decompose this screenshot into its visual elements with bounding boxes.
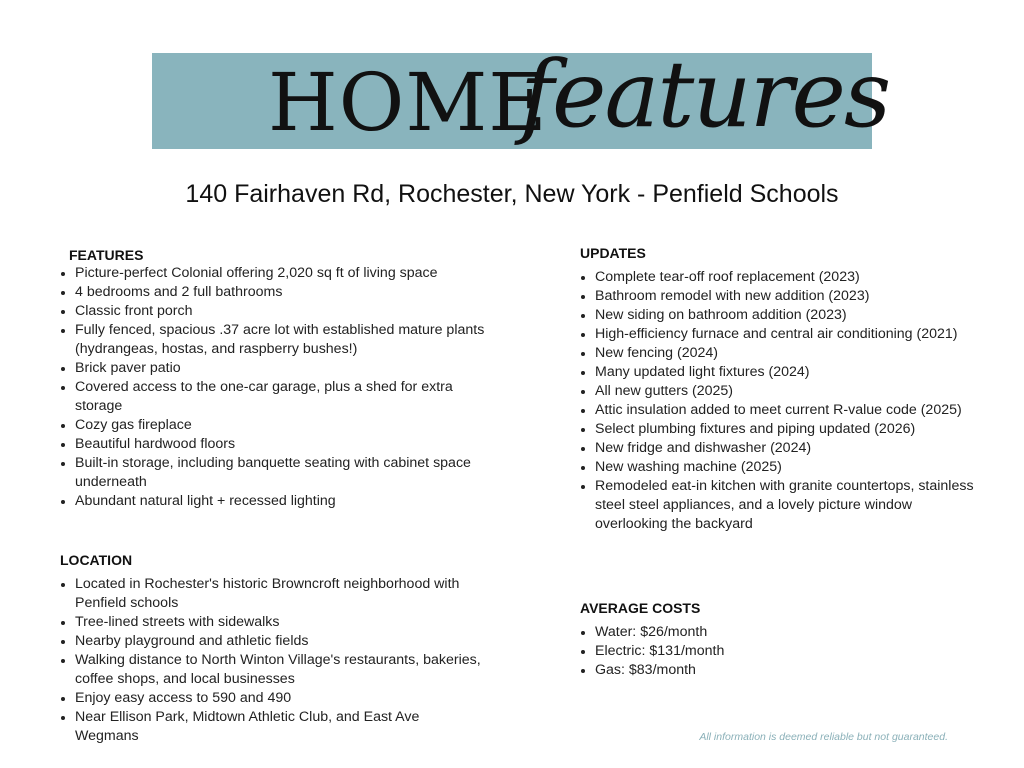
property-address: 140 Fairhaven Rd, Rochester, New York - Penfield Schools — [185, 180, 839, 208]
updates-list — [575, 268, 980, 534]
list-item: Cozy gas fireplace — [75, 416, 485, 435]
list-item: Near Ellison Park, Midtown Athletic Club, and East Ave Wegmans — [75, 708, 485, 746]
list-item: Classic front porch — [75, 302, 485, 321]
disclaimer: All information is deemed reliable but not guaranteed. — [699, 731, 948, 743]
list-item: Beautiful hardwood floors — [75, 435, 485, 454]
list-item: Picture-perfect Colonial offering 2,020 sq ft of living space — [75, 264, 485, 283]
list-item: Attic insulation added to meet current R-value code (2025) — [595, 401, 980, 420]
list-item: New fencing (2024) — [595, 344, 980, 363]
list-item: Gas: $83/month — [595, 661, 980, 680]
list-item: Located in Rochester's historic Browncroft neighborhood with Penfield schools — [75, 575, 485, 613]
features-list — [55, 264, 485, 511]
list-item: Select plumbing fixtures and piping updated (2026) — [595, 420, 980, 439]
list-item: Many updated light fixtures (2024) — [595, 363, 980, 382]
list-item: Abundant natural light + recessed lighting — [75, 492, 485, 511]
banner-title-home: HOME — [268, 56, 548, 149]
list-item: All new gutters (2025) — [595, 382, 980, 401]
list-item: Enjoy easy access to 590 and 490 — [75, 689, 485, 708]
list-item: New washing machine (2025) — [595, 458, 980, 477]
average-costs-list — [575, 623, 980, 680]
list-item: High-efficiency furnace and central air conditioning (2021) — [595, 325, 980, 344]
list-item: Tree-lined streets with sidewalks — [75, 613, 485, 632]
list-item: 4 bedrooms and 2 full bathrooms — [75, 283, 485, 302]
list-item: Fully fenced, spacious .37 acre lot with established mature plants (hydrangeas, hostas, and raspberry bushes!) — [75, 322, 485, 357]
list-item: Walking distance to North Winton Village's restaurants, bakeries, coffee shops, and local businesses — [75, 651, 485, 689]
list-item: Complete tear-off roof replacement (2023) — [595, 268, 980, 287]
list-item: Remodeled eat-in kitchen with granite countertops, stainless steel steel appliances, and a lovely picture window overlooking the backyard — [595, 477, 980, 534]
location-list — [55, 575, 485, 746]
list-item: Water: $26/month — [595, 623, 980, 642]
list-item: New siding on bathroom addition (2023) — [595, 306, 980, 325]
features-heading: FEATURES — [69, 247, 144, 263]
list-item: Brick paver patio — [75, 359, 485, 378]
average-costs-heading: AVERAGE COSTS — [580, 600, 701, 616]
banner-title-features: features — [520, 41, 890, 148]
list-item: Electric: $131/month — [595, 642, 980, 661]
list-item: Built-in storage, including banquette seating with cabinet space underneath — [75, 454, 485, 492]
location-heading: LOCATION — [60, 552, 133, 568]
updates-heading: UPDATES — [580, 245, 646, 261]
list-item: New fridge and dishwasher (2024) — [595, 439, 980, 458]
list-item: Covered access to the one-car garage, plus a shed for extra storage — [75, 378, 485, 416]
list-item: Nearby playground and athletic fields — [75, 632, 485, 651]
list-item: Bathroom remodel with new addition (2023) — [595, 287, 980, 306]
